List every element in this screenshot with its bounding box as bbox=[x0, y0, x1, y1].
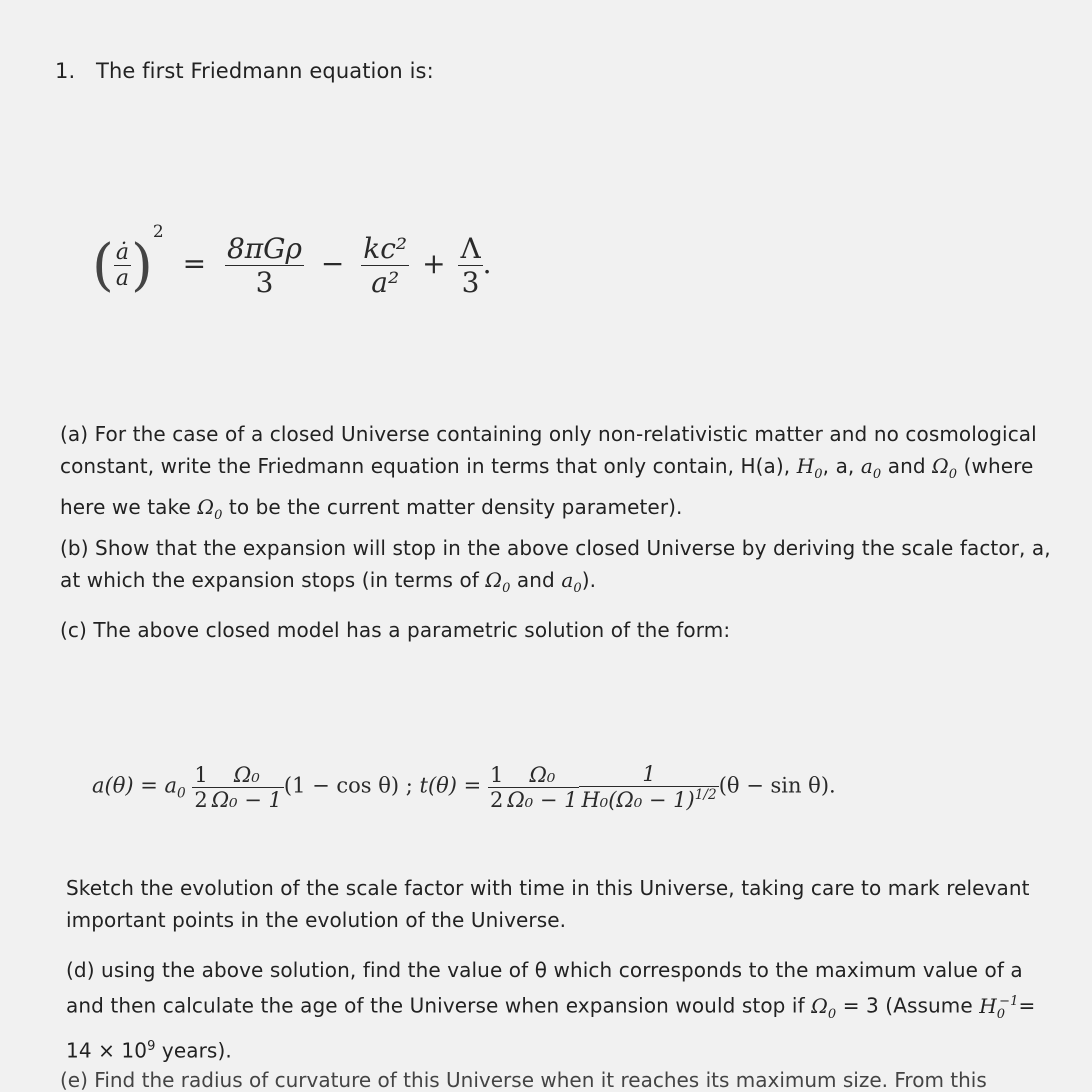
part-c bbox=[60, 614, 730, 646]
part-c-line-1: (c) The above closed model has a parametric solution of the form: bbox=[60, 618, 731, 642]
sketch-instruction bbox=[66, 872, 1030, 936]
sketch-line-2: important points in the evolution of the Universe. bbox=[66, 908, 567, 932]
part-b-line-1: (b) Show that the expansion will stop in the above closed Universe by deriving the scale factor, a, bbox=[60, 536, 1051, 560]
lhs-fraction: $\frac{ȧ}{a}$ bbox=[115, 240, 129, 291]
half-fraction-a: $\frac{1}{2}$ bbox=[194, 762, 208, 812]
question-intro: The first Friedmann equation is: bbox=[96, 59, 434, 83]
part-a-line-2: constant, write the Friedmann equation in terms that only contain, H(a), $H_0$, a, $a_0$ and $\Omega_0$ (where bbox=[60, 454, 1034, 482]
parametric-solution: $a(\theta) = a_0$ $\frac{1}{2}$ $\frac{\text{Ω₀}}{\text{Ω₀ − 1}}$ (1 − cos θ) ; t(θ) = $\frac{1}{2}$ $\frac{\text{Ω₀}}{\text{Ω₀ − 1}}$ $\frac{1}{H_0(\Omega_0 - 1)^{1/2}}$ (θ − sin θ). bbox=[92, 762, 836, 812]
part-b-line-2: at which the expansion stops (in terms of $\Omega_0$ and $a_0$). bbox=[60, 568, 597, 596]
part-a bbox=[60, 418, 1037, 532]
part-d-line-3: $14 \times 10^9$ years). bbox=[66, 1038, 232, 1063]
question-heading bbox=[55, 55, 434, 87]
part-d-line-2: and then calculate the age of the Universe when expansion would stop if $\Omega_0 = 3$ (Assume $H_0^{-1}=$ bbox=[66, 993, 1036, 1022]
part-a-line-3: here we take $\Omega_0$ to be the current matter density parameter). bbox=[60, 495, 683, 523]
lhs-exponent: 2 bbox=[152, 221, 164, 242]
part-a-line-1: (a) For the case of a closed Universe containing only non-relativistic matter and no cosmological bbox=[60, 422, 1037, 446]
term-gravity: $\frac{\text{8πGρ}}{3}$ bbox=[226, 232, 302, 299]
part-d-line-1: (d) using the above solution, find the value of θ which corresponds to the maximum value of a bbox=[66, 958, 1023, 982]
part-b bbox=[60, 532, 1051, 605]
term-curvature: $\frac{\text{kc²}}{\text{a²}}$ bbox=[363, 232, 408, 299]
question-number: 1. bbox=[55, 59, 76, 83]
hubble-fraction: $\frac{1}{H_0(\Omega_0 - 1)^{1/2}}$ bbox=[581, 762, 717, 812]
term-lambda: $\frac{\Lambda}{3}$ bbox=[460, 232, 481, 299]
friedmann-equation: ( $\frac{ȧ}{a}$ )$^2$ = $\frac{\text{8πGρ}}{3}$ − $\frac{\text{kc²}}{\text{a²}}$ + $\frac{\Lambda}{3}$ . bbox=[92, 221, 492, 299]
part-d bbox=[66, 954, 1035, 1066]
half-fraction-t: $\frac{1}{2}$ bbox=[489, 762, 504, 812]
omega-fraction-a: $\frac{\text{Ω₀}}{\text{Ω₀ − 1}}$ bbox=[211, 762, 282, 812]
part-e-cut-line: (e) Find the radius of curvature of this Universe when it reaches its maximum size. From this bbox=[60, 1068, 987, 1092]
sketch-line-1: Sketch the evolution of the scale factor with time in this Universe, taking care to mark relevant bbox=[66, 876, 1030, 900]
omega-fraction-t: $\frac{\text{Ω₀}}{\text{Ω₀ − 1}}$ bbox=[507, 762, 578, 812]
